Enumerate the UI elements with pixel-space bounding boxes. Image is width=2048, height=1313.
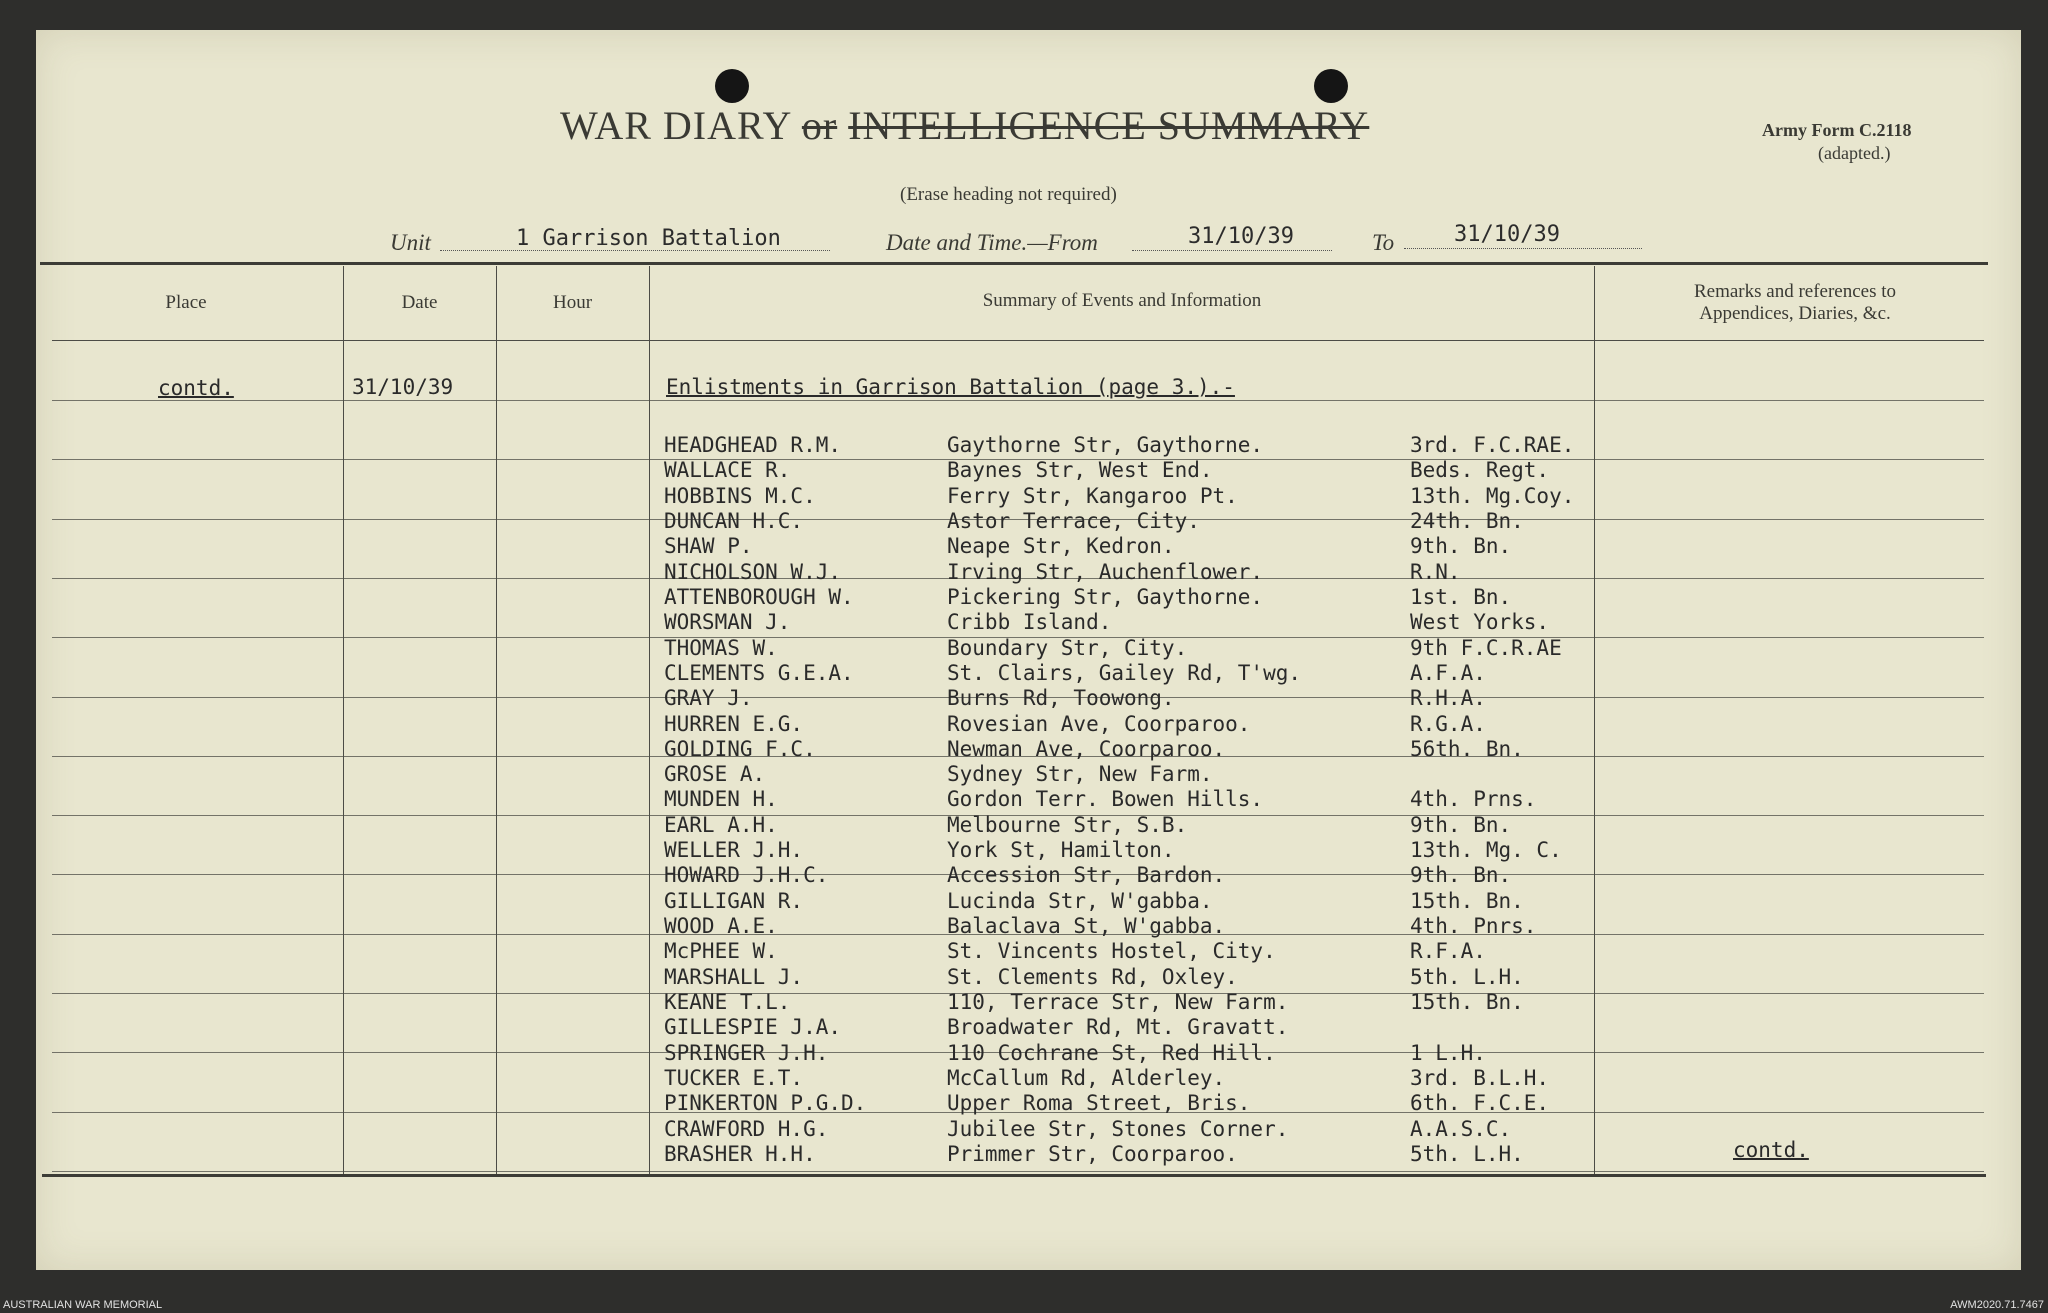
enlistee-unit: 5th. L.H. <box>1410 964 1524 989</box>
enlistee-name: DUNCAN H.C. <box>664 508 804 533</box>
enlistee-name: MUNDEN H. <box>664 787 778 812</box>
enlistee-address: Sydney Str, New Farm. <box>947 762 1213 787</box>
enlistee-unit: 4th. Prns. <box>1410 787 1537 812</box>
date-from-dotted-line <box>1132 250 1332 251</box>
enlistee-name: GRAY J. <box>664 686 753 711</box>
enlistment-row <box>0 510 1620 532</box>
date-from-value: 31/10/39 <box>1188 224 1294 249</box>
enlistee-address: 110, Terrace Str, New Farm. <box>947 990 1289 1015</box>
enlistee-address: Primmer Str, Coorparoo. <box>947 1141 1238 1166</box>
enlistee-address: St. Vincents Hostel, City. <box>947 939 1276 964</box>
enlistee-name: THOMAS W. <box>664 635 778 660</box>
enlistee-address: Gordon Terr. Bowen Hills. <box>947 787 1264 812</box>
enlistee-address: Astor Terrace, City. <box>947 508 1200 533</box>
enlistment-row <box>0 1067 1620 1089</box>
enlistee-unit: Beds. Regt. <box>1410 458 1550 483</box>
enlistment-row <box>0 940 1620 962</box>
enlistee-name: KEANE T.L. <box>664 990 791 1015</box>
enlistee-address: Broadwater Rd, Mt. Gravatt. <box>947 1015 1289 1040</box>
enlistee-unit: 24th. Bn. <box>1410 508 1524 533</box>
enlistment-row <box>0 637 1620 659</box>
enlistee-unit: A.F.A. <box>1410 660 1486 685</box>
enlistment-row <box>0 738 1620 760</box>
enlistee-address: Neape Str, Kedron. <box>947 534 1175 559</box>
enlistee-name: GOLDING F.C. <box>664 736 816 761</box>
enlistee-address: Newman Ave, Coorparoo. <box>947 736 1226 761</box>
enlistee-address: Upper Roma Street, Bris. <box>947 1091 1251 1116</box>
enlistee-address: Irving Str, Auchenflower. <box>947 559 1264 584</box>
enlistee-name: EARL A.H. <box>664 812 778 837</box>
enlistee-address: Gaythorne Str, Gaythorne. <box>947 433 1264 457</box>
enlistment-row <box>0 839 1620 861</box>
ruled-line <box>52 1171 1984 1172</box>
col-header-hour: Hour <box>552 292 593 313</box>
enlistment-row <box>0 434 1620 456</box>
remarks-header-line1: Remarks and references to <box>1693 281 1897 302</box>
enlistment-row <box>0 991 1620 1013</box>
date-to-value: 31/10/39 <box>1454 222 1560 247</box>
enlistee-address: Jubilee Str, Stones Corner. <box>947 1116 1289 1141</box>
enlistment-row <box>0 535 1620 557</box>
enlistee-name: McPHEE W. <box>664 939 778 964</box>
enlistee-name: CLEMENTS G.E.A. <box>664 660 854 685</box>
army-form-name: Army Form C.2118 <box>1762 120 1912 140</box>
enlistee-name: GROSE A. <box>664 762 766 787</box>
title-or: or <box>801 103 838 148</box>
enlistment-row <box>0 1016 1620 1038</box>
entry-place: contd. <box>158 376 234 400</box>
enlistee-address: Accession Str, Bardon. <box>947 863 1226 888</box>
enlistee-name: MARSHALL J. <box>664 964 804 989</box>
table-bottom-rule <box>42 1174 1986 1177</box>
entry-date: 31/10/39 <box>352 375 454 399</box>
enlistee-unit: 3rd. F.C.RAE. <box>1410 433 1575 457</box>
enlistee-address: St. Clements Rd, Oxley. <box>947 964 1238 989</box>
army-form-note: (adapted.) <box>1818 143 1891 163</box>
date-time-label: Date and Time.—From <box>886 230 1098 255</box>
enlistee-unit: 13th. Mg. C. <box>1410 838 1562 863</box>
unit-label: Unit <box>390 230 431 255</box>
form-subtitle: (Erase heading not required) <box>900 184 1117 205</box>
enlistee-name: WELLER J.H. <box>664 838 804 863</box>
col-header-remarks <box>1600 281 1990 325</box>
enlistment-row <box>0 586 1620 608</box>
enlistment-row <box>0 814 1620 836</box>
enlistee-address: York St, Hamilton. <box>947 838 1175 863</box>
enlistment-row <box>0 662 1620 684</box>
enlistment-row <box>0 864 1620 886</box>
enlistee-name: SPRINGER J.H. <box>664 1040 829 1065</box>
remarks-header-line2: Appendices, Diaries, &c. <box>1699 303 1891 324</box>
enlistee-name: WOOD A.E. <box>664 914 778 939</box>
footer-left: AUSTRALIAN WAR MEMORIAL <box>3 1299 163 1311</box>
remarks-contd: contd. <box>1733 1138 1809 1162</box>
enlistee-name: ATTENBOROUGH W. <box>664 584 854 609</box>
ruled-line <box>52 400 1984 401</box>
enlistee-unit: 3rd. B.L.H. <box>1410 1066 1550 1090</box>
punch-hole-right <box>1314 69 1348 103</box>
enlistee-unit: 5th. L.H. <box>1410 1141 1524 1166</box>
enlistment-row <box>0 687 1620 709</box>
col-header-date: Date <box>401 292 438 313</box>
enlistee-name: WALLACE R. <box>664 458 791 483</box>
enlistee-unit: 1st. Bn. <box>1410 584 1512 609</box>
enlistee-unit: 13th. Mg.Coy. <box>1410 483 1575 508</box>
enlistee-name: HURREN E.G. <box>664 711 804 736</box>
enlistee-address: Lucinda Str, W'gabba. <box>947 888 1213 913</box>
title-main: WAR DIARY <box>560 103 791 148</box>
enlistee-name: HOWARD J.H.C. <box>664 863 829 888</box>
enlistee-name: GILLESPIE J.A. <box>664 1015 842 1040</box>
enlistee-address: Boundary Str, City. <box>947 635 1188 660</box>
col-header-summary: Summary of Events and Information <box>982 290 1262 311</box>
enlistee-unit: 6th. F.C.E. <box>1410 1091 1550 1116</box>
table-header-rule <box>52 340 1984 341</box>
enlistment-row <box>0 1143 1620 1165</box>
enlistment-row <box>0 966 1620 988</box>
enlistment-row <box>0 561 1620 583</box>
enlistee-unit: R.F.A. <box>1410 939 1486 964</box>
enlistment-row <box>0 788 1620 810</box>
enlistment-row <box>0 890 1620 912</box>
unit-value: 1 Garrison Battalion <box>516 226 781 251</box>
date-to-label: To <box>1372 230 1395 255</box>
enlistee-name: SHAW P. <box>664 534 753 559</box>
enlistee-address: Cribb Island. <box>947 610 1112 635</box>
enlistment-row <box>0 1042 1620 1064</box>
col-header-place: Place <box>165 292 207 313</box>
enlistee-unit: 1 L.H. <box>1410 1040 1486 1065</box>
enlistee-address: Pickering Str, Gaythorne. <box>947 584 1264 609</box>
enlistee-unit: 9th. Bn. <box>1410 534 1512 559</box>
enlistment-row <box>0 485 1620 507</box>
enlistee-address: Rovesian Ave, Coorparoo. <box>947 711 1251 736</box>
enlistee-name: CRAWFORD H.G. <box>664 1116 829 1141</box>
enlistee-name: GILLIGAN R. <box>664 888 804 913</box>
enlistment-row <box>0 713 1620 735</box>
enlistee-unit: 56th. Bn. <box>1410 736 1524 761</box>
enlistee-address: St. Clairs, Gailey Rd, T'wg. <box>947 660 1302 685</box>
enlistee-unit: West Yorks. <box>1410 610 1550 635</box>
table-top-rule <box>40 262 1988 265</box>
enlistee-name: HOBBINS M.C. <box>664 483 816 508</box>
enlistee-address: Burns Rd, Toowong. <box>947 686 1175 711</box>
enlistee-unit: 9th. Bn. <box>1410 812 1512 837</box>
enlistee-unit: 9th. Bn. <box>1410 863 1512 888</box>
punch-hole-left <box>715 69 749 103</box>
enlistee-address: McCallum Rd, Alderley. <box>947 1066 1226 1090</box>
enlistee-name: NICHOLSON W.J. <box>664 559 842 584</box>
enlistee-unit: 4th. Pnrs. <box>1410 914 1537 939</box>
enlistee-address: Melbourne Str, S.B. <box>947 812 1188 837</box>
enlistee-unit: R.N. <box>1410 559 1461 584</box>
form-title <box>560 102 1369 149</box>
enlistee-address: 110 Cochrane St, Red Hill. <box>947 1040 1276 1065</box>
enlistee-unit: R.G.A. <box>1410 711 1486 736</box>
enlistee-address: Balaclava St, W'gabba. <box>947 914 1226 939</box>
enlistee-unit: R.H.A. <box>1410 686 1486 711</box>
enlistee-address: Baynes Str, West End. <box>947 458 1213 483</box>
enlistment-row <box>0 1118 1620 1140</box>
enlistee-unit: 15th. Bn. <box>1410 990 1524 1015</box>
enlistee-unit: 9th F.C.R.AE <box>1410 635 1562 660</box>
enlistment-row <box>0 459 1620 481</box>
title-struck: INTELLIGENCE SUMMARY <box>848 103 1370 148</box>
enlistee-unit: 15th. Bn. <box>1410 888 1524 913</box>
enlistment-row <box>0 611 1620 633</box>
enlistee-name: TUCKER E.T. <box>664 1066 804 1090</box>
enlistee-name: WORSMAN J. <box>664 610 791 635</box>
enlistment-row <box>0 1092 1620 1114</box>
entry-heading: Enlistments in Garrison Battalion (page 3.).- <box>666 375 1235 399</box>
enlistee-unit: A.A.S.C. <box>1410 1116 1512 1141</box>
enlistment-row <box>0 915 1620 937</box>
enlistee-name: BRASHER H.H. <box>664 1141 816 1166</box>
enlistee-name: PINKERTON P.G.D. <box>664 1091 867 1116</box>
date-to-dotted-line <box>1404 248 1642 249</box>
enlistment-row <box>0 763 1620 785</box>
footer-right: AWM2020.71.7467 <box>1950 1299 2044 1311</box>
enlistee-address: Ferry Str, Kangaroo Pt. <box>947 483 1238 508</box>
enlistee-name: HEADGHEAD R.M. <box>664 433 842 457</box>
